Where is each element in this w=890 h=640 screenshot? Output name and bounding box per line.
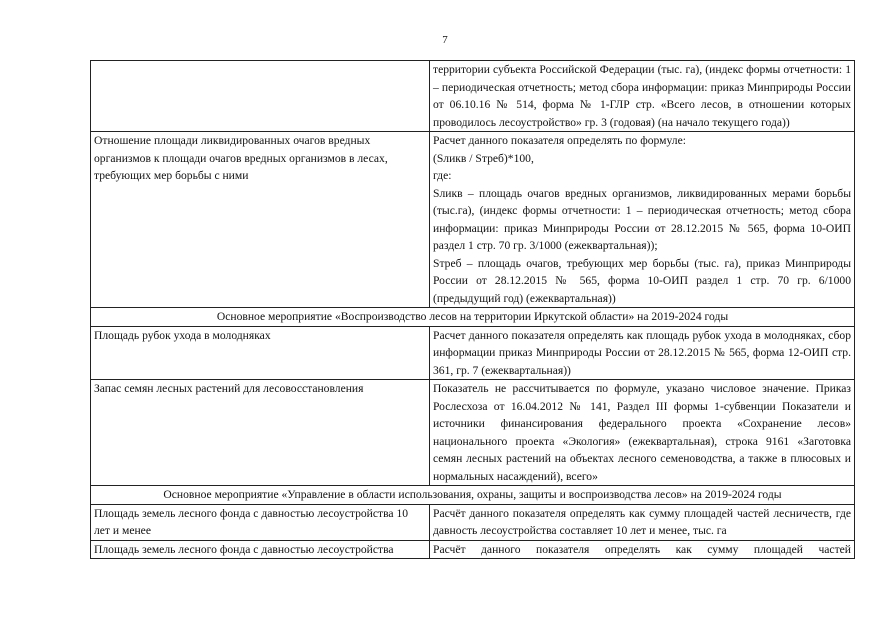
formula-intro: Расчет данного показателя определять по формуле:: [433, 134, 686, 147]
table-row: [91, 326, 855, 380]
table-row: [91, 61, 855, 132]
table-cell-indicator: Отношение площади ликвидированных очагов вредных организмов к площади очагов вредных организмов в лесах, требующих мер борьбы с ними: [91, 132, 430, 308]
table-row: [91, 504, 855, 540]
section-heading: Основное мероприятие «Воспроизводство лесов на территории Иркутской области» на 2019-2024 годы: [91, 308, 855, 327]
formula-var-streb: Sтреб – площадь очагов, требующих мер борьбы (тыс. га), приказ Минприроды России от 28.12.2015 № 565, форма 10-ОИП раздел 1 стр. 70 гр. 6/1000 (предыдущий год) (ежеквартальная)): [433, 256, 851, 305]
table-cell-method: Расчёт данного показателя определять как сумму площадей частей лесничеств, где давность лесоустройства составляет 10 лет и менее, тыс. га: [430, 504, 855, 540]
section-row: [91, 308, 855, 327]
formula: (Sликв / Sтреб)*100,: [433, 151, 534, 165]
table-cell-method: Показатель не рассчитывается по формуле, указано числовое значение. Приказ Рослесхоза от 16.04.2012 № 141, Раздел III формы 1-субвенции Показатели и источники финансирования федерального проекта «Сохранение лесов» национального проекта «Экология» (ежеквартальная), строка 9161 «Заготовка семян лесных растений на объектах лесного семеноводства, а также в плюсовых и нормальных насаждений), всего»: [430, 380, 855, 486]
table-cell-method: [430, 132, 855, 308]
table-cell-empty: [91, 61, 430, 132]
section-row: [91, 486, 855, 505]
table-cell-indicator: Площадь рубок ухода в молодняках: [91, 326, 430, 380]
formula-var-sliq: Sликв – площадь очагов вредных организмов, ликвидированных мерами борьбы (тыс.га), (индекс формы отчетности: 1 – периодическая отчетность; метод сбора информации: приказ Минприроды России от 28.12.2015 № 565, форма 10-ОИП раздел 1 стр. 70 гр. 3/1000 (ежеквартальная));: [433, 186, 851, 252]
table-cell-indicator: Площадь земель лесного фонда с давностью лесоустройства 10 лет и менее: [91, 504, 430, 540]
table-cell-method: территории субъекта Российской Федерации (тыс. га), (индекс формы отчетности: 1 – периодическая отчетность; метод сбора информации: приказ Минприроды России от 06.10.16 № 514, форма № 1-ГЛР стр. «Всего лесов, в отношении которых проводилось лесоустройство» гр. 3 (годовая) (на начало текущего года)): [430, 61, 855, 132]
section-heading: Основное мероприятие «Управление в области использования, охраны, защиты и воспроизводства лесов» на 2019-2024 годы: [91, 486, 855, 505]
page-number: 7: [442, 34, 448, 46]
table-row: [91, 380, 855, 486]
table-cell-method: Расчёт данного показателя определять как сумму площадей частей: [430, 540, 855, 559]
table-row: [91, 540, 855, 559]
table-cell-indicator: Запас семян лесных растений для лесовосстановления: [91, 380, 430, 486]
table-row: [91, 132, 855, 308]
table-cell-indicator: Площадь земель лесного фонда с давностью лесоустройства: [91, 540, 430, 559]
formula-where: где:: [433, 169, 452, 182]
table-cell-method: Расчет данного показателя определять как площадь рубок ухода в молодняках, сбор информации приказ Минприроды России от 28.12.2015 № 565, форма 12-ОИП стр. 361, гр. 7 (ежеквартальная)): [430, 326, 855, 380]
indicators-table: [90, 60, 855, 559]
